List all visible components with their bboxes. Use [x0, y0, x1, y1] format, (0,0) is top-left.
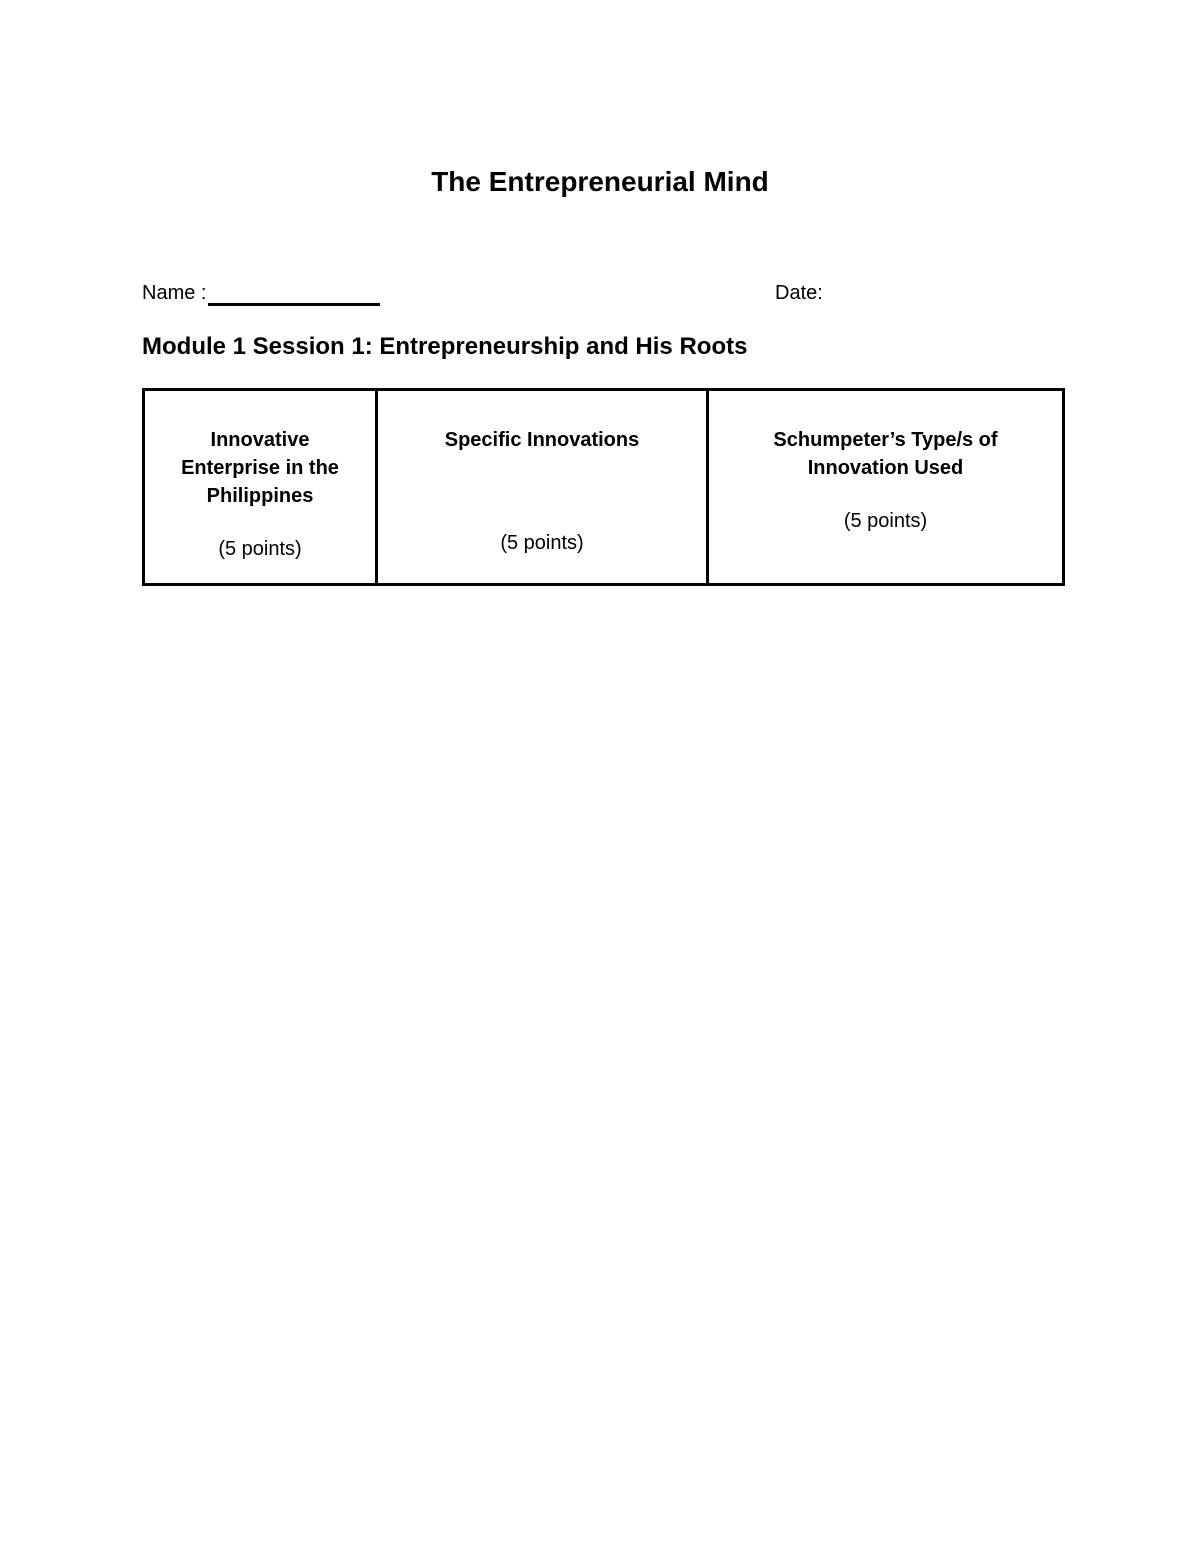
column-points-schumpeter: (5 points)	[843, 510, 928, 532]
module-heading: Module 1 Session 1: Entrepreneurship and His Roots	[142, 333, 748, 360]
worksheet-table	[142, 388, 1065, 586]
name-blank-line[interactable]	[208, 283, 380, 306]
column-heading-schumpeter: Schumpeter’s Type/s of Innovation Used	[773, 429, 998, 479]
column-heading-innovations: Specific Innovations	[444, 429, 640, 451]
column-points-enterprise: (5 points)	[218, 538, 302, 560]
table-cell-enterprise	[144, 390, 377, 585]
table-cell-schumpeter	[708, 390, 1064, 585]
name-field-row	[142, 280, 380, 306]
column-points-innovations: (5 points)	[500, 532, 584, 554]
date-label: Date:	[775, 282, 823, 304]
name-label: Name :	[142, 282, 207, 304]
page-title: The Entrepreneurial Mind	[431, 166, 769, 197]
table-header-row	[144, 390, 1064, 585]
table-cell-innovations	[377, 390, 708, 585]
column-heading-enterprise: Innovative Enterprise in the Philippines	[181, 429, 339, 507]
